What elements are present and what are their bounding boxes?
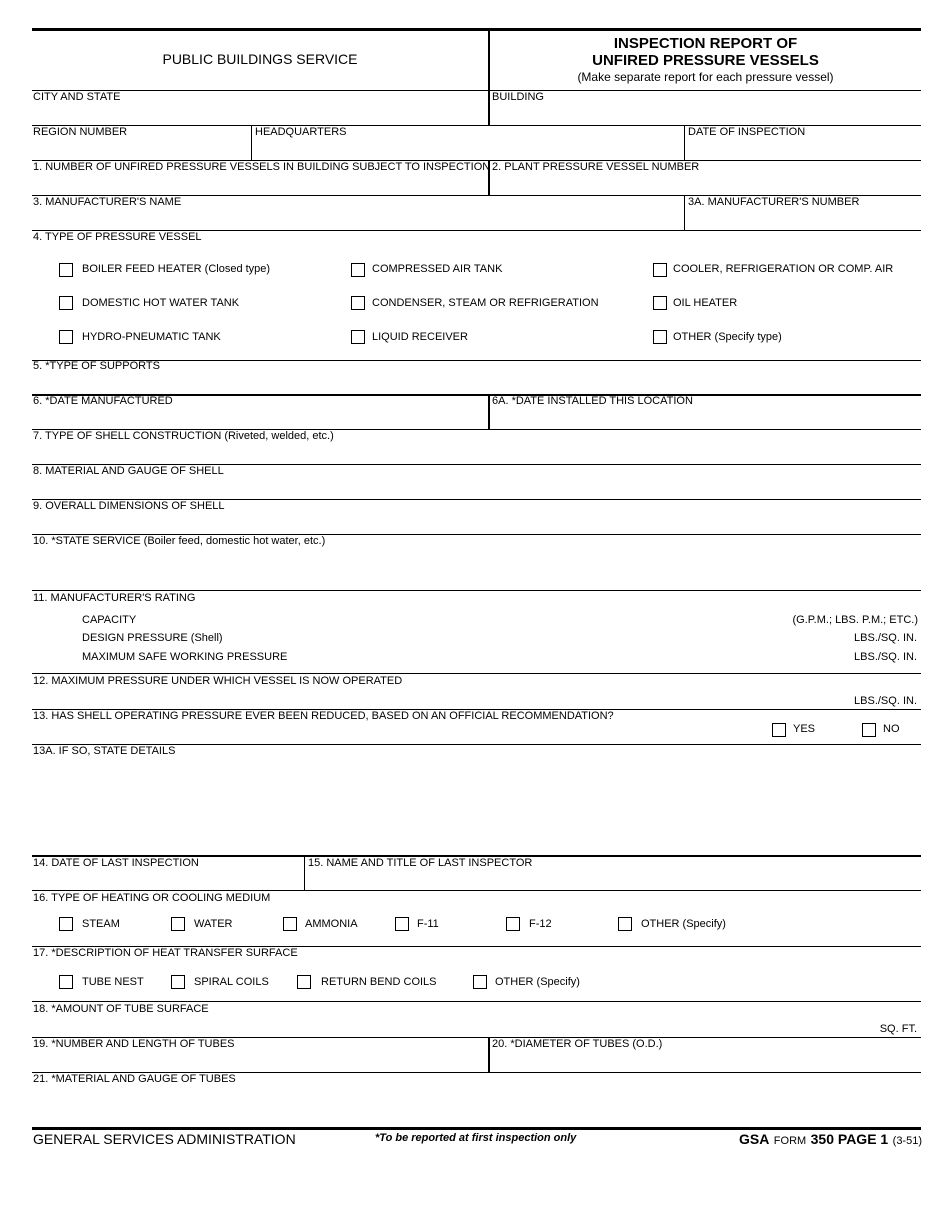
supports-field[interactable]: 5. *TYPE OF SUPPORTS — [33, 360, 160, 372]
vessel-type-checkbox[interactable] — [653, 330, 667, 344]
form-page: 350 PAGE 1 — [810, 1131, 889, 1147]
vessel-type-label: OIL HEATER — [673, 297, 738, 309]
yes-checkbox[interactable] — [772, 723, 786, 737]
design-pressure-field[interactable]: DESIGN PRESSURE (Shell) — [82, 632, 223, 644]
medium-label: STEAM — [82, 918, 120, 930]
vessel-type-label: BOILER FEED HEATER (Closed type) — [82, 263, 271, 275]
rule — [32, 890, 921, 891]
form-number — [739, 1131, 922, 1149]
headquarters-field[interactable]: HEADQUARTERS — [255, 126, 347, 138]
footer-note: *To be reported at first inspection only — [375, 1132, 577, 1144]
shell-material-field[interactable]: 8. MATERIAL AND GAUGE OF SHELL — [33, 465, 224, 477]
tube-number-length-field[interactable]: 19. *NUMBER AND LENGTH OF TUBES — [33, 1038, 235, 1050]
medium-label: OTHER (Specify) — [641, 918, 726, 930]
vessel-type-checkbox[interactable] — [653, 296, 667, 310]
form-title-line2: UNFIRED PRESSURE VESSELS — [592, 52, 819, 69]
rule — [32, 360, 921, 361]
date-manufactured-field[interactable]: 6. *DATE MANUFACTURED — [33, 395, 173, 407]
vessel-type-checkbox[interactable] — [59, 296, 73, 310]
pressure-reduced-question: 13. HAS SHELL OPERATING PRESSURE EVER BEEN REDUCED, BASED ON AN OFFICIAL RECOMMENDATION? — [33, 710, 614, 722]
vessel-type-checkbox[interactable] — [351, 263, 365, 277]
medium-checkbox[interactable] — [171, 917, 185, 931]
divider — [304, 856, 305, 890]
form-title-line1: INSPECTION REPORT OF — [613, 35, 798, 52]
divider — [251, 125, 252, 160]
vessel-type-checkbox[interactable] — [59, 263, 73, 277]
form-date: (3-51) — [892, 1135, 922, 1147]
medium-label: F-12 — [529, 918, 552, 930]
capacity-field[interactable]: CAPACITY — [82, 614, 137, 626]
region-number-field[interactable]: REGION NUMBER — [33, 126, 128, 138]
vessel-type-label: LIQUID RECEIVER — [372, 331, 468, 343]
surface-label: TUBE NEST — [82, 976, 144, 988]
manufacturer-rating-heading: 11. MANUFACTURER'S RATING — [33, 592, 196, 604]
surface-checkbox[interactable] — [297, 975, 311, 989]
surface-label: SPIRAL COILS — [194, 976, 269, 988]
heat-transfer-heading: 17. *DESCRIPTION OF HEAT TRANSFER SURFACE — [33, 947, 298, 959]
medium-checkbox[interactable] — [283, 917, 297, 931]
surface-label: OTHER (Specify) — [495, 976, 580, 988]
building-field[interactable]: BUILDING — [492, 91, 544, 103]
form-subtitle: (Make separate report for each pressure vessel) — [577, 70, 834, 84]
rule — [32, 1001, 921, 1002]
capacity-unit: (G.P.M.; LBS. P.M.; ETC.) — [792, 614, 918, 626]
medium-checkbox[interactable] — [59, 917, 73, 931]
medium-checkbox[interactable] — [506, 917, 520, 931]
city-state-field[interactable]: CITY AND STATE — [33, 91, 121, 103]
rule — [32, 590, 921, 591]
design-pressure-unit: LBS./SQ. IN. — [854, 632, 917, 644]
top-rule — [32, 28, 921, 31]
reduction-details-field[interactable]: 13A. IF SO, STATE DETAILS — [33, 745, 176, 757]
divider — [488, 395, 490, 430]
plant-vessel-number-field[interactable]: 2. PLANT PRESSURE VESSEL NUMBER — [492, 161, 700, 173]
tube-surface-unit: SQ. FT. — [879, 1023, 917, 1035]
medium-checkbox[interactable] — [618, 917, 632, 931]
agency-name: PUBLIC BUILDINGS SERVICE — [162, 51, 358, 67]
medium-label: F-11 — [417, 918, 439, 930]
date-of-inspection-field[interactable]: DATE OF INSPECTION — [688, 126, 806, 138]
surface-checkbox[interactable] — [59, 975, 73, 989]
form-gsa: GSA — [739, 1131, 770, 1147]
tube-material-field[interactable]: 21. *MATERIAL AND GAUGE OF TUBES — [33, 1073, 236, 1085]
surface-checkbox[interactable] — [171, 975, 185, 989]
medium-checkbox[interactable] — [395, 917, 409, 931]
last-inspection-date-field[interactable]: 14. DATE OF LAST INSPECTION — [33, 857, 199, 869]
medium-label: WATER — [194, 918, 233, 930]
vessel-type-label: COOLER, REFRIGERATION OR COMP. AIR — [673, 263, 894, 275]
vessel-type-label: COMPRESSED AIR TANK — [372, 263, 503, 275]
vessel-type-label: OTHER (Specify type) — [673, 331, 782, 343]
vessel-type-heading: 4. TYPE OF PRESSURE VESSEL — [33, 231, 202, 243]
state-service-field[interactable]: 10. *STATE SERVICE (Boiler feed, domestic hot water, etc.) — [33, 535, 326, 547]
medium-heading: 16. TYPE OF HEATING OR COOLING MEDIUM — [33, 892, 271, 904]
no-label: NO — [883, 723, 900, 735]
operating-pressure-unit: LBS./SQ. IN. — [854, 695, 917, 707]
vessel-type-checkbox[interactable] — [351, 330, 365, 344]
medium-label: AMMONIA — [305, 918, 358, 930]
form-word: FORM — [773, 1135, 807, 1147]
last-inspector-field[interactable]: 15. NAME AND TITLE OF LAST INSPECTOR — [308, 857, 533, 869]
no-checkbox[interactable] — [862, 723, 876, 737]
surface-label: RETURN BEND COILS — [321, 976, 437, 988]
vessel-type-label: HYDRO-PNEUMATIC TANK — [82, 331, 221, 343]
max-safe-pressure-field[interactable]: MAXIMUM SAFE WORKING PRESSURE — [82, 651, 288, 663]
vessel-count-field[interactable]: 1. NUMBER OF UNFIRED PRESSURE VESSELS IN BUILDING SUBJECT TO INSPECTION — [33, 161, 491, 173]
vessel-type-label: CONDENSER, STEAM OR REFRIGERATION — [372, 297, 599, 309]
operating-pressure-field[interactable]: 12. MAXIMUM PRESSURE UNDER WHICH VESSEL IS NOW OPERATED — [33, 675, 403, 687]
divider — [488, 1037, 490, 1072]
vessel-type-checkbox[interactable] — [59, 330, 73, 344]
vessel-type-checkbox[interactable] — [351, 296, 365, 310]
rule — [32, 90, 921, 91]
vessel-type-label: DOMESTIC HOT WATER TANK — [82, 297, 240, 309]
date-installed-field[interactable]: 6A. *DATE INSTALLED THIS LOCATION — [492, 395, 693, 407]
rule — [32, 673, 921, 674]
max-safe-pressure-unit: LBS./SQ. IN. — [854, 651, 917, 663]
vessel-type-checkbox[interactable] — [653, 263, 667, 277]
bottom-rule — [32, 1127, 921, 1130]
yes-label: YES — [793, 723, 816, 735]
shell-construction-field[interactable]: 7. TYPE OF SHELL CONSTRUCTION (Riveted, welded, etc.) — [33, 430, 334, 442]
footer-agency: GENERAL SERVICES ADMINISTRATION — [33, 1131, 296, 1147]
tube-surface-field[interactable]: 18. *AMOUNT OF TUBE SURFACE — [33, 1003, 209, 1015]
shell-dimensions-field[interactable]: 9. OVERALL DIMENSIONS OF SHELL — [33, 500, 225, 512]
manufacturer-name-field[interactable]: 3. MANUFACTURER'S NAME — [33, 196, 182, 208]
divider — [684, 125, 685, 160]
tube-diameter-field[interactable]: 20. *DIAMETER OF TUBES (O.D.) — [492, 1038, 663, 1050]
surface-checkbox[interactable] — [473, 975, 487, 989]
manufacturer-number-field[interactable]: 3A. MANUFACTURER'S NUMBER — [688, 196, 860, 208]
divider — [684, 195, 685, 230]
